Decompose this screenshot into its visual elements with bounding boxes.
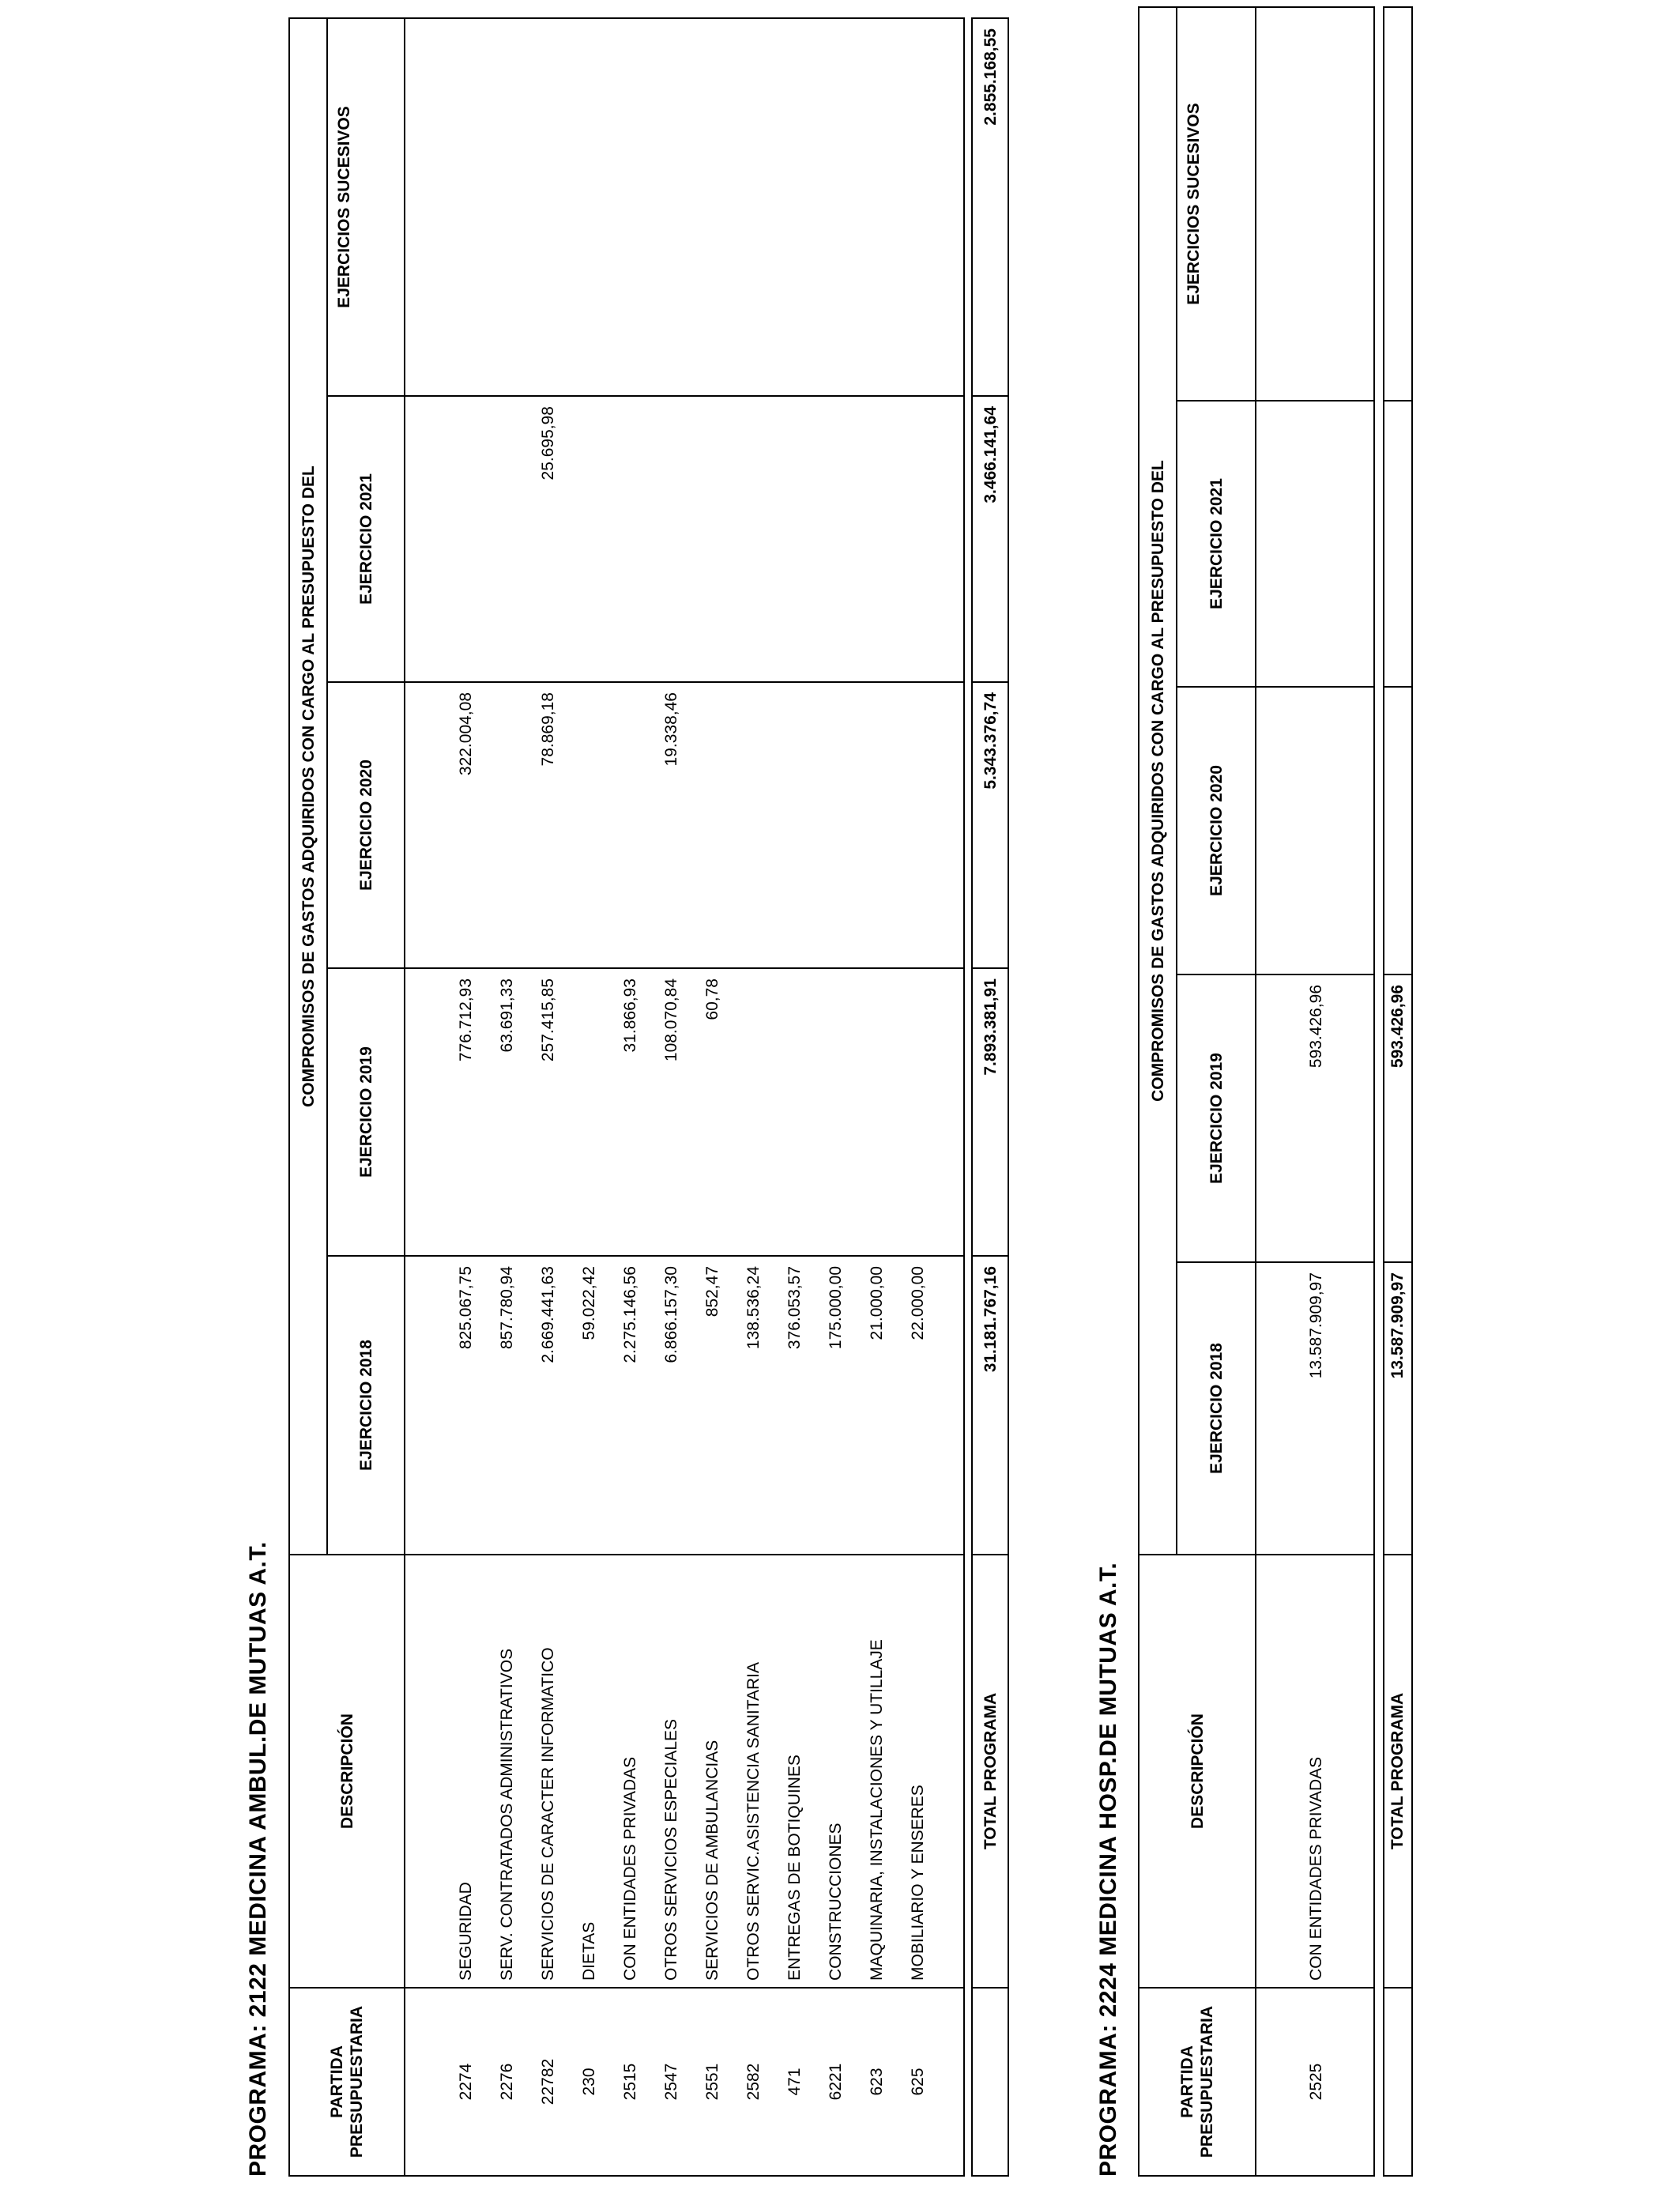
row-partida: 623	[868, 2068, 886, 2096]
header-year-text: EJERCICIO 2019	[356, 1046, 375, 1178]
row-value-2018: 13.587.909,97	[1307, 1272, 1325, 1379]
header-year-2019	[1176, 974, 1256, 1263]
row-descripcion: CONSTRUCCIONES	[827, 1823, 845, 1981]
total-value-sucesivos: 2.855.168,55	[981, 28, 1000, 126]
row-value-2019: 31.866,93	[621, 978, 639, 1053]
header-year-text: EJERCICIO 2019	[1207, 1053, 1226, 1184]
row-descripcion: ENTREGAS DE BOTIQUINES	[785, 1755, 804, 1981]
header-year-text: EJERCICIO 2018	[356, 1340, 375, 1471]
header-year-sucesivos	[1176, 6, 1256, 401]
body-col-2020	[404, 681, 965, 969]
row-partida: 230	[580, 2068, 598, 2096]
header-year-2018	[1176, 1261, 1256, 1555]
row-descripcion: CON ENTIDADES PRIVADAS	[1307, 1756, 1325, 1981]
row-partida: 22782	[539, 2058, 557, 2105]
header-group	[288, 17, 328, 1555]
row-value-2018: 138.536,24	[744, 1266, 763, 1350]
row-descripcion: OTROS SERVICIOS ESPECIALES	[662, 1718, 680, 1981]
row-value-2019: 593.426,96	[1307, 985, 1325, 1069]
program-title: PROGRAMA: 2224 MEDICINA HOSP.DE MUTUAS A.T.	[1095, 1562, 1121, 2177]
total-box-partida	[971, 1987, 1009, 2177]
total-value-2019: 593.426,96	[1388, 985, 1407, 1069]
header-year-text: EJERCICIOS SUCESIVOS	[1185, 103, 1203, 305]
row-value-2018: 2.275.146,56	[621, 1266, 639, 1363]
row-value-2019: 257.415,85	[539, 978, 557, 1062]
header-year-text: EJERCICIO 2021	[1207, 478, 1226, 609]
total-value-2021: 3.466.141,64	[981, 406, 1000, 503]
header-year-text: EJERCICIO 2018	[1207, 1343, 1226, 1474]
row-partida: 2525	[1307, 2063, 1325, 2101]
row-value-2020: 78.869,18	[539, 692, 557, 767]
row-value-2018: 852,47	[703, 1266, 721, 1318]
header-descripcion	[288, 1554, 405, 1989]
header-year-text: EJERCICIO 2021	[356, 473, 375, 605]
row-descripcion: SERV. CONTRATADOS ADMINISTRATIVOS	[498, 1648, 516, 1981]
row-partida: 6221	[827, 2063, 845, 2101]
row-value-2019: 63.691,33	[498, 978, 516, 1053]
program-title: PROGRAMA: 2122 MEDICINA AMBUL.DE MUTUAS A.T.	[245, 1541, 271, 2177]
header-year-2019	[326, 967, 405, 1257]
row-value-2018: 59.022,42	[580, 1266, 598, 1340]
header-year-sucesivos	[326, 17, 405, 397]
header-group-text: COMPROMISOS DE GASTOS ADQUIRIDOS CON CARGO AL PRESUPUESTO DEL	[299, 466, 318, 1107]
header-partida	[1138, 1987, 1256, 2177]
total-box-2020	[1383, 686, 1413, 975]
row-partida: 471	[785, 2068, 804, 2096]
row-descripcion: OTROS SERVIC.ASISTENCIA SANITARIA	[744, 1662, 763, 1981]
total-value-2018: 13.587.909,97	[1388, 1272, 1407, 1379]
row-value-2020: 19.338,46	[662, 692, 680, 767]
header-year-2021	[326, 395, 405, 683]
total-value-2018: 31.181.767,16	[981, 1266, 1000, 1373]
total-box-2021	[1383, 400, 1413, 688]
header-descripcion	[1138, 1554, 1256, 1989]
header-year-text: EJERCICIOS SUCESIVOS	[335, 106, 353, 308]
row-value-2018: 2.669.441,63	[539, 1266, 557, 1363]
body-col-2020	[1255, 686, 1375, 975]
row-partida: 2582	[744, 2063, 763, 2101]
total-box-partida	[1383, 1987, 1413, 2177]
row-partida: 2551	[703, 2063, 721, 2101]
row-partida: 2274	[457, 2063, 475, 2101]
header-descripcion-text: DESCRIPCIÓN	[337, 1713, 356, 1829]
body-col-2021	[1255, 400, 1375, 688]
row-descripcion: MOBILIARIO Y ENSERES	[909, 1785, 927, 1981]
row-descripcion: CON ENTIDADES PRIVADAS	[621, 1756, 639, 1981]
header-year-2018	[326, 1255, 405, 1555]
body-col-sucesivos	[1255, 6, 1375, 401]
row-descripcion: SERVICIOS DE CARACTER INFORMATICO	[539, 1647, 557, 1981]
header-year-2020	[326, 681, 405, 969]
row-value-2018: 175.000,00	[827, 1266, 845, 1350]
row-partida: 625	[909, 2068, 927, 2096]
row-partida: 2515	[621, 2063, 639, 2101]
body-col-sucesivos	[404, 17, 965, 397]
body-col-2021	[404, 395, 965, 683]
row-value-2018: 825.067,75	[457, 1266, 475, 1350]
row-descripcion: SERVICIOS DE AMBULANCIAS	[703, 1740, 721, 1981]
header-group	[1138, 6, 1177, 1555]
row-value-2021: 25.695,98	[539, 406, 557, 481]
body-col-2019	[404, 967, 965, 1257]
row-value-2018: 376.053,57	[785, 1266, 804, 1350]
header-year-2020	[1176, 686, 1256, 975]
total-box-sucesivos	[1383, 6, 1413, 401]
row-partida: 2547	[662, 2063, 680, 2101]
row-value-2018: 22.000,00	[909, 1266, 927, 1340]
total-value-2019: 7.893.381,91	[981, 978, 1000, 1076]
row-value-2019: 60,78	[703, 978, 721, 1020]
header-year-text: EJERCICIO 2020	[1207, 765, 1226, 896]
row-descripcion: SEGURIDAD	[457, 1882, 475, 1981]
header-group-text: COMPROMISOS DE GASTOS ADQUIRIDOS CON CARGO AL PRESUPUESTO DEL	[1148, 460, 1167, 1102]
row-descripcion: DIETAS	[580, 1921, 598, 1981]
total-label: TOTAL PROGRAMA	[1388, 1692, 1407, 1850]
row-value-2019: 776.712,93	[457, 978, 475, 1062]
row-value-2018: 21.000,00	[868, 1266, 886, 1340]
header-year-2021	[1176, 400, 1256, 688]
header-partida	[288, 1987, 405, 2177]
header-year-text: EJERCICIO 2020	[356, 760, 375, 891]
total-label: TOTAL PROGRAMA	[981, 1692, 1000, 1850]
row-value-2020: 322.004,08	[457, 692, 475, 776]
row-value-2018: 6.866.157,30	[662, 1266, 680, 1363]
header-descripcion-text: DESCRIPCIÓN	[1188, 1713, 1207, 1829]
row-value-2018: 857.780,94	[498, 1266, 516, 1350]
header-partida-text: PARTIDA PRESUPUESTARIA	[1178, 2005, 1216, 2158]
row-descripcion: MAQUINARIA, INSTALACIONES Y UTILLAJE	[868, 1639, 886, 1981]
row-value-2019: 108.070,84	[662, 978, 680, 1062]
row-partida: 2276	[498, 2063, 516, 2101]
header-partida-text: PARTIDA PRESUPUESTARIA	[328, 2005, 366, 2158]
total-value-2020: 5.343.376,74	[981, 692, 1000, 790]
